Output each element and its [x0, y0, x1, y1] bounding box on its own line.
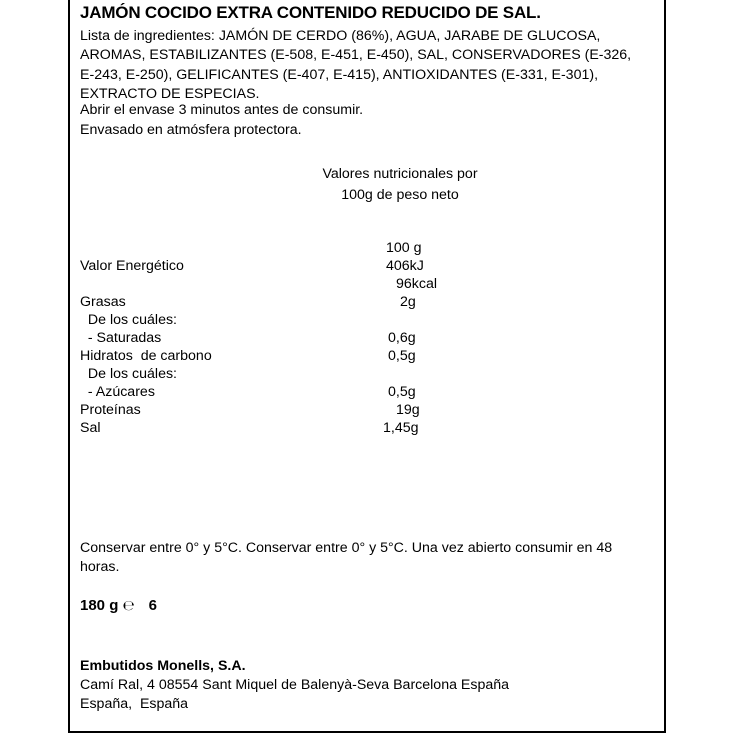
opening-instruction: Abrir el envase 3 minutos antes de consumir.: [80, 102, 364, 118]
nutrition-row-name: - Saturadas: [80, 330, 162, 346]
nutrition-row-value: 2g: [400, 294, 416, 310]
nutrition-row-name: De los cuáles:: [80, 366, 177, 382]
nutrition-row-value: 0,6g: [388, 330, 416, 346]
nutrition-row-value: 406kJ: [386, 258, 424, 274]
nutrition-row-name: - Azúcares: [80, 384, 155, 400]
nutrition-column-header: 100 g: [386, 240, 422, 256]
net-weight-value: 180 g: [80, 597, 119, 614]
nutrition-row-name: Proteínas: [80, 402, 141, 418]
product-label: [68, 0, 666, 733]
estimated-sign-icon: ℮: [122, 598, 135, 614]
net-weight: [80, 597, 157, 614]
nutrition-row-name: Valor Energético: [80, 258, 184, 274]
company-name: Embutidos Monells, S.A.: [80, 658, 246, 674]
company-country: España, España: [80, 696, 189, 712]
nutrition-row-value: 0,5g: [388, 348, 416, 364]
packaging-note: Envasado en atmósfera protectora.: [80, 122, 302, 138]
nutrition-heading-line2: 100g de peso neto: [341, 187, 459, 203]
nutrition-row-name: De los cuáles:: [80, 312, 177, 328]
storage-instructions: Conservar entre 0° y 5°C. Conservar entre 0° y 5°C. Una vez abierto consumir en 48 horas.: [80, 540, 613, 576]
nutrition-heading-line1: Valores nutricionales por: [322, 166, 478, 182]
nutrition-row-value: 96kcal: [396, 276, 438, 292]
nutrition-row-value: 0,5g: [388, 384, 416, 400]
product-title: JAMÓN COCIDO EXTRA CONTENIDO REDUCIDO DE SAL.: [80, 3, 541, 22]
ingredients-list: Lista de ingredientes: JAMÓN DE CERDO (86%), AGUA, JARABE DE GLUCOSA, AROMAS, ESTABILIZANTES (E-508, E-451, E-450), SAL, CONSERVADORES (E-326, E-243, E-250), GELIFICANTES (E-407, E-415), ANTIOXIDANTES (E-331, E-301), EXTRACTO DE ESPECIAS.: [80, 28, 632, 102]
unit-count: 6: [148, 597, 158, 614]
nutrition-row-name: Grasas: [80, 294, 126, 310]
company-address: Camí Ral, 4 08554 Sant Miquel de Balenyà-Seva Barcelona España: [80, 677, 510, 693]
nutrition-row-value: 1,45g: [383, 420, 419, 436]
nutrition-row-name: Hidratos de carbono: [80, 348, 212, 364]
nutrition-row-value: 19g: [396, 402, 420, 418]
nutrition-row-name: Sal: [80, 420, 101, 436]
